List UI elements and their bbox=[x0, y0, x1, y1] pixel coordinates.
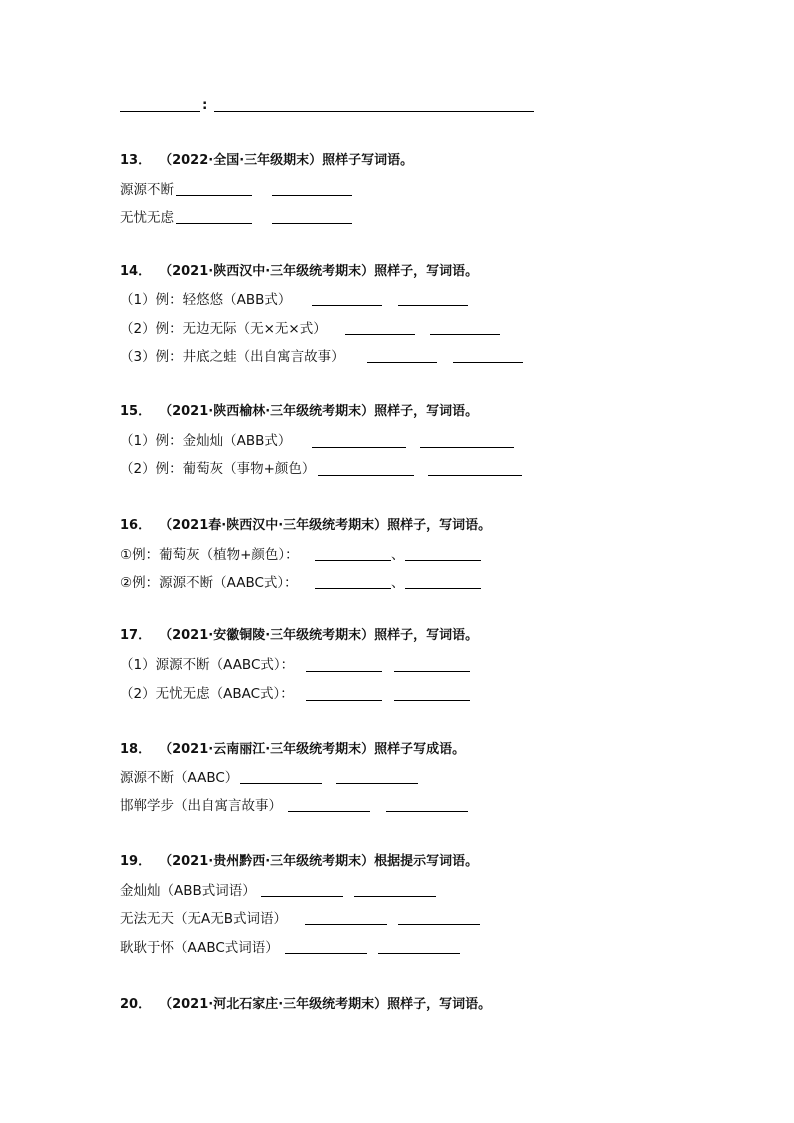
question-17-row-2: （2）无忧无虑（ABAC式）： bbox=[120, 686, 294, 702]
question-13-row-2: 无忧无虑 bbox=[120, 210, 174, 226]
answer-blank[interactable] bbox=[315, 588, 391, 589]
question-16-row-1: ①例：葡萄灰（植物+颜色）： bbox=[120, 547, 299, 563]
answer-blank[interactable] bbox=[312, 305, 382, 306]
question-number: 18． bbox=[120, 742, 152, 757]
question-number: 20． bbox=[120, 997, 152, 1012]
separator: 、 bbox=[391, 575, 405, 591]
answer-blank[interactable] bbox=[378, 953, 460, 954]
question-number: 17． bbox=[120, 628, 152, 643]
question-14-row-1: （1）例：轻悠悠（ABB式） bbox=[120, 292, 292, 308]
answer-blank[interactable] bbox=[354, 896, 436, 897]
answer-blank[interactable] bbox=[312, 447, 406, 448]
question-number: 16． bbox=[120, 518, 152, 533]
answer-blank[interactable] bbox=[214, 111, 534, 112]
question-15-row-2: （2）例：葡萄灰（事物+颜色） bbox=[120, 461, 316, 477]
answer-blank[interactable] bbox=[272, 195, 352, 196]
answer-blank[interactable] bbox=[428, 475, 522, 476]
answer-blank[interactable] bbox=[336, 783, 418, 784]
question-19-header bbox=[120, 853, 478, 871]
answer-blank[interactable] bbox=[240, 783, 322, 784]
answer-blank[interactable] bbox=[398, 924, 480, 925]
answer-blank[interactable] bbox=[394, 700, 470, 701]
question-18-row-2: 邯郸学步（出自寓言故事） bbox=[120, 798, 282, 814]
question-19-row-1: 金灿灿（ABB式词语） bbox=[120, 883, 256, 899]
question-16-row-2: ②例：源源不断（AABC式）： bbox=[120, 575, 298, 591]
answer-blank[interactable] bbox=[405, 588, 481, 589]
answer-blank[interactable] bbox=[453, 362, 523, 363]
separator: 、 bbox=[391, 547, 405, 563]
answer-blank[interactable] bbox=[398, 305, 468, 306]
question-title: （2022·全国·三年级期末）照样子写词语。 bbox=[159, 153, 414, 168]
question-15-row-1: （1）例：金灿灿（ABB式） bbox=[120, 433, 292, 449]
question-number: 13． bbox=[120, 153, 152, 168]
answer-blank[interactable] bbox=[176, 223, 252, 224]
question-title: （2021·云南丽江·三年级统考期末）照样子写成语。 bbox=[159, 742, 466, 757]
question-20-header bbox=[120, 996, 491, 1014]
answer-blank[interactable] bbox=[394, 671, 470, 672]
answer-blank[interactable] bbox=[306, 700, 382, 701]
answer-blank[interactable] bbox=[405, 560, 481, 561]
answer-blank[interactable] bbox=[272, 223, 352, 224]
question-19-row-2: 无法无天（无A无B式词语） bbox=[120, 911, 287, 927]
question-18-row-1: 源源不断（AABC） bbox=[120, 770, 239, 786]
question-title: （2021春·陕西汉中·三年级统考期末）照样子，写词语。 bbox=[159, 518, 492, 533]
answer-blank[interactable] bbox=[315, 560, 391, 561]
answer-blank[interactable] bbox=[176, 195, 252, 196]
answer-blank[interactable] bbox=[261, 896, 343, 897]
answer-blank[interactable] bbox=[430, 334, 500, 335]
answer-blank[interactable] bbox=[420, 447, 514, 448]
question-title: （2021·陕西汉中·三年级统考期末）照样子，写词语。 bbox=[159, 264, 479, 279]
question-17-header bbox=[120, 627, 478, 645]
question-title: （2021·河北石家庄·三年级统考期末）照样子，写词语。 bbox=[159, 997, 492, 1012]
question-13-header bbox=[120, 152, 413, 170]
question-18-header bbox=[120, 741, 465, 759]
question-title: （2021·陕西榆林·三年级统考期末）照样子，写词语。 bbox=[159, 404, 479, 419]
question-13-row-1: 源源不断 bbox=[120, 182, 174, 198]
answer-blank[interactable] bbox=[367, 362, 437, 363]
question-number: 15． bbox=[120, 404, 152, 419]
question-15-header bbox=[120, 403, 478, 421]
answer-blank[interactable] bbox=[386, 811, 468, 812]
question-14-row-2: （2）例：无边无际（无×无×式） bbox=[120, 321, 327, 337]
answer-blank[interactable] bbox=[318, 475, 414, 476]
question-title: （2021·安徽铜陵·三年级统考期末）照样子，写词语。 bbox=[159, 628, 479, 643]
question-17-row-1: （1）源源不断（AABC式）： bbox=[120, 657, 295, 673]
answer-blank[interactable] bbox=[306, 671, 382, 672]
question-number: 14． bbox=[120, 264, 152, 279]
answer-blank[interactable] bbox=[305, 924, 387, 925]
answer-blank[interactable] bbox=[345, 334, 415, 335]
answer-blank[interactable] bbox=[285, 953, 367, 954]
question-14-row-3: （3）例：井底之蛙（出自寓言故事） bbox=[120, 349, 345, 365]
question-19-row-3: 耿耿于怀（AABC式词语） bbox=[120, 940, 279, 956]
question-16-header bbox=[120, 517, 491, 535]
question-number: 19． bbox=[120, 854, 152, 869]
answer-blank[interactable] bbox=[120, 111, 200, 112]
colon: : bbox=[202, 97, 208, 113]
question-title: （2021·贵州黔西·三年级统考期末）根据提示写词语。 bbox=[159, 854, 479, 869]
question-14-header bbox=[120, 263, 478, 281]
answer-blank[interactable] bbox=[288, 811, 370, 812]
